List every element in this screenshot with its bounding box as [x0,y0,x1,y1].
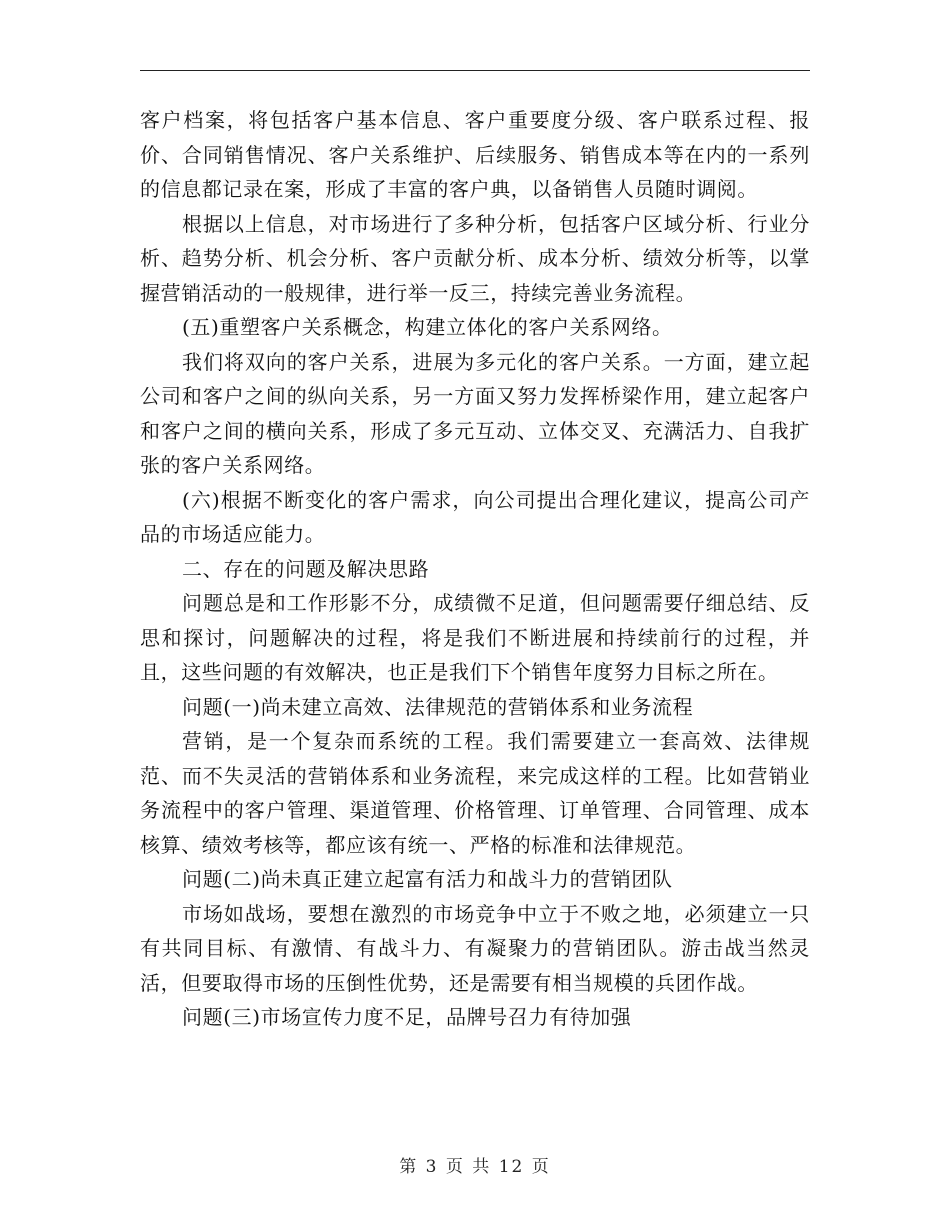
problem-heading-3: 问题(三)市场宣传力度不足，品牌号召力有待加强 [182,1005,632,1029]
header-rule [140,70,810,71]
section-heading-2: 二、存在的问题及解决思路 [182,556,430,581]
body-text [140,103,810,1035]
paragraph-9: 营销，是一个复杂而系统的工程。我们需要建立一套高效、法律规范、而不失灵活的营销体系和业务流程，来完成这样的工程。比如营销业务流程中的客户管理、渠道管理、价格管理、订单管理、合同管理、成本核算、绩效考核等，都应该有统一、严格的标准和法律规范。 [140,729,810,857]
paragraph-11: 市场如战场，要想在激烈的市场竞争中立于不败之地，必须建立一只有共同目标、有激情、有战斗力、有凝聚力的营销团队。游击战当然灵活，但要取得市场的压倒性优势，还是需要有相当规模的兵团作战。 [140,901,810,995]
paragraph-1: 客户档案，将包括客户基本信息、客户重要度分级、客户联系过程、报价、合同销售情况、客户关系维护、后续服务、销售成本等在内的一系列的信息都记录在案，形成了丰富的客户典，以备销售人员随时调阅。 [140,108,810,201]
section-heading-6: (六)根据不断变化的客户需求，向公司提出合理化建议，提高公司产品的市场适应能力。 [140,487,810,546]
paragraph-4: 我们将双向的客户关系，进展为多元化的客户关系。一方面，建立起公司和客户之间的纵向关系，另一方面又努力发挥桥梁作用，建立起客户和客户之间的横向关系，形成了多元互动、立体交叉、充满活力、自我扩张的客户关系网络。 [140,349,810,477]
problem-heading-1: 问题(一)尚未建立高效、法律规范的营销体系和业务流程 [182,694,694,719]
paragraph-7: 问题总是和工作形影不分，成绩微不足道，但问题需要仔细总结、反思和探讨，问题解决的过程，将是我们不断进展和持续前行的过程，并且，这些问题的有效解决，也正是我们下个销售年度努力目标之所在。 [140,591,810,684]
page-number-footer: 第 3 页 共 12 页 [399,1157,551,1177]
problem-heading-2: 问题(二)尚未真正建立起富有活力和战斗力的营销团队 [182,867,673,891]
paragraph-2: 根据以上信息，对市场进行了多种分析，包括客户区域分析、行业分析、趋势分析、机会分析、客户贡献分析、成本分析、绩效分析等，以掌握营销活动的一般规律，进行举一反三，持续完善业务流程。 [140,211,810,305]
section-heading-5: (五)重塑客户关系概念，构建立体化的客户关系网络。 [182,315,673,339]
